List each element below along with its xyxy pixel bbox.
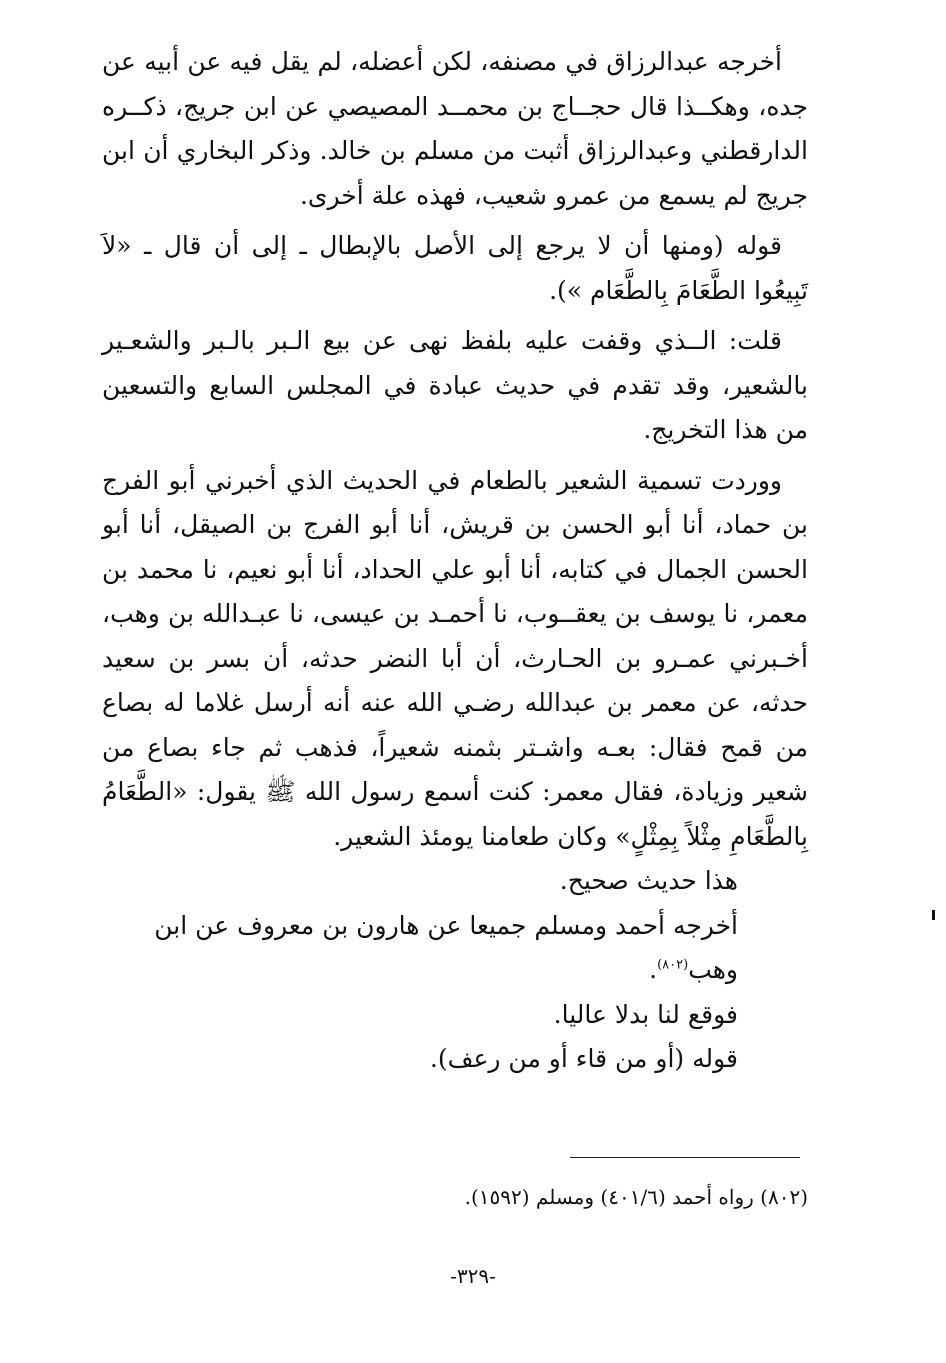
margin-mark <box>932 910 935 920</box>
paragraph-2: قوله (ومنها أن لا يرجع إلى الأصل بالإبطال ـ إلى أن قال ـ «لاَ تَبِيعُوا الطَّعَامَ بِالطَّعَام »). <box>102 231 808 305</box>
paragraph-4: ووردت تسمية الشعير بالطعام في الحديث الذي أخبرني أبو الفرج بن حماد، أنا أبو الحسن بن قريش، أنا أبو الفرج بن الصيقل، أنا أبو الحسن الجمال في كتابه، أنا أبو علي الحداد، أنا أبو نعيم، نا محمد بن معمر، نا يوسف بن يعقــوب، نا أحمـد بن عيسى، نا عبـدالله بن وهب، أخـبرني عمـرو بن الحـارث، أن أبا النضر حدثه، أن بسر بن سعيد حدثه، عن معمر بن عبدالله رضـي الله عنه أنه أرسل غلاما له بصاع من قمح فقال: بعـه واشـتر بثمنه شعيراً، فذهب ثم جاء بصاع من شعير وزيادة، فقال معمر: كنت أسمع رسول الله ﷺ يقول: «الطَّعَامُ بِالطَّعَامِ مِثْلاً بِمِثْلٍ» وكان طعامنا يومئذ الشعير. <box>102 465 808 851</box>
footnote-reference: (٨٠٢) <box>657 957 689 973</box>
paragraph-3: قلت: الــذي وقفت عليه بلفظ نهى عن بيع الـبر بالـبر والشعـير بالشعير، وقد تقدم في حديث عبادة في المجلس السابع والتسعين من هذا التخريج. <box>102 326 809 444</box>
main-text <box>102 40 808 1082</box>
short-line-4: قوله (أو من قاء أو من رعف). <box>429 1044 738 1073</box>
page-number: -٣٢٩- <box>450 1264 496 1288</box>
footnote-divider <box>570 1157 800 1158</box>
short-line-2-text: أخرجه أحمد ومسلم جميعا عن هارون بن معروف عن ابن وهب <box>154 910 738 984</box>
paragraph-1: أخرجه عبدالرزاق في مصنفه، لكن أعضله، لم يقل فيه عن أبيه عن جده، وهكــذا قال حجــاج بن محمــد المصيصي عن ابن جريج، ذكــره الدارقطني وعبدالرزاق أثبت من مسلم بن خالد. وذكر البخاري أن ابن جريج لم يسمع من عمرو شعيب، فهذه علة أخرى. <box>102 47 808 210</box>
short-line-2: أخرجه أحمد ومسلم جميعا عن هارون بن معروف عن ابن وهب$^{(٨٠٢)}$. <box>154 910 738 984</box>
footnote: (٨٠٢) رواه أحمد (٤٠١/٦) ومسلم (١٥٩٢). <box>464 1185 808 1209</box>
short-line-1: هذا حديث صحيح. <box>559 866 738 895</box>
short-line-3: فوقع لنا بدلا عاليا. <box>553 999 738 1029</box>
